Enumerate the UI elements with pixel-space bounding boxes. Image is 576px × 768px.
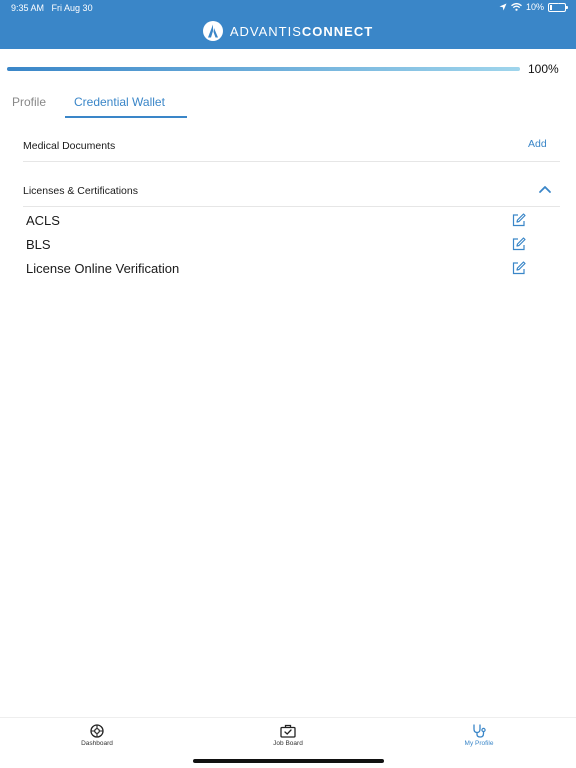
edit-icon[interactable]: [512, 237, 526, 251]
status-time: [11, 3, 93, 13]
licenses-certifications-title: Licenses & Certifications: [23, 185, 138, 197]
list-item[interactable]: ACLS: [26, 213, 60, 228]
divider: [23, 161, 560, 162]
tab-credential-wallet[interactable]: Credential Wallet: [74, 95, 165, 109]
status-icons: [499, 2, 566, 12]
nav-dashboard[interactable]: [52, 724, 142, 747]
brand-name: [230, 24, 373, 39]
divider: [23, 206, 560, 207]
stethoscope-icon: [472, 724, 486, 738]
add-medical-document-button[interactable]: Add: [528, 138, 547, 150]
status-time-text: 9:35 AM: [11, 3, 45, 13]
brand-name-light: ADVANTIS: [229, 23, 302, 39]
app-header: [0, 0, 576, 49]
edit-icon[interactable]: [512, 261, 526, 275]
nav-my-profile[interactable]: [434, 724, 524, 747]
nav-dashboard-label: Dashboard: [81, 740, 113, 747]
status-bar: [0, 0, 576, 16]
profile-progress-bar: [7, 67, 520, 71]
battery-charging-icon: ⚡: [548, 3, 566, 12]
medical-documents-title: Medical Documents: [23, 140, 116, 152]
brand: [0, 21, 576, 41]
list-item[interactable]: License Online Verification: [26, 261, 180, 276]
brand-name-bold: CONNECT: [301, 23, 374, 39]
nav-job-board[interactable]: [243, 724, 333, 747]
chevron-up-icon[interactable]: [538, 183, 552, 195]
dashboard-icon: [90, 724, 104, 738]
list-item[interactable]: BLS: [26, 237, 51, 252]
advantis-logo-icon: [203, 21, 223, 41]
location-icon: [499, 3, 507, 11]
edit-icon[interactable]: [512, 213, 526, 227]
active-tab-indicator: [65, 116, 187, 118]
home-indicator: [193, 759, 384, 763]
battery-percent: 10%: [525, 2, 544, 12]
nav-job-board-label: Job Board: [273, 740, 303, 747]
profile-progress-fill: [7, 67, 520, 71]
tab-profile[interactable]: Profile: [12, 95, 47, 109]
job-board-icon: [280, 724, 296, 738]
profile-progress-label: 100%: [528, 62, 559, 76]
status-date-text: Fri Aug 30: [51, 3, 93, 13]
wifi-icon: [511, 3, 522, 11]
nav-my-profile-label: My Profile: [464, 740, 494, 747]
